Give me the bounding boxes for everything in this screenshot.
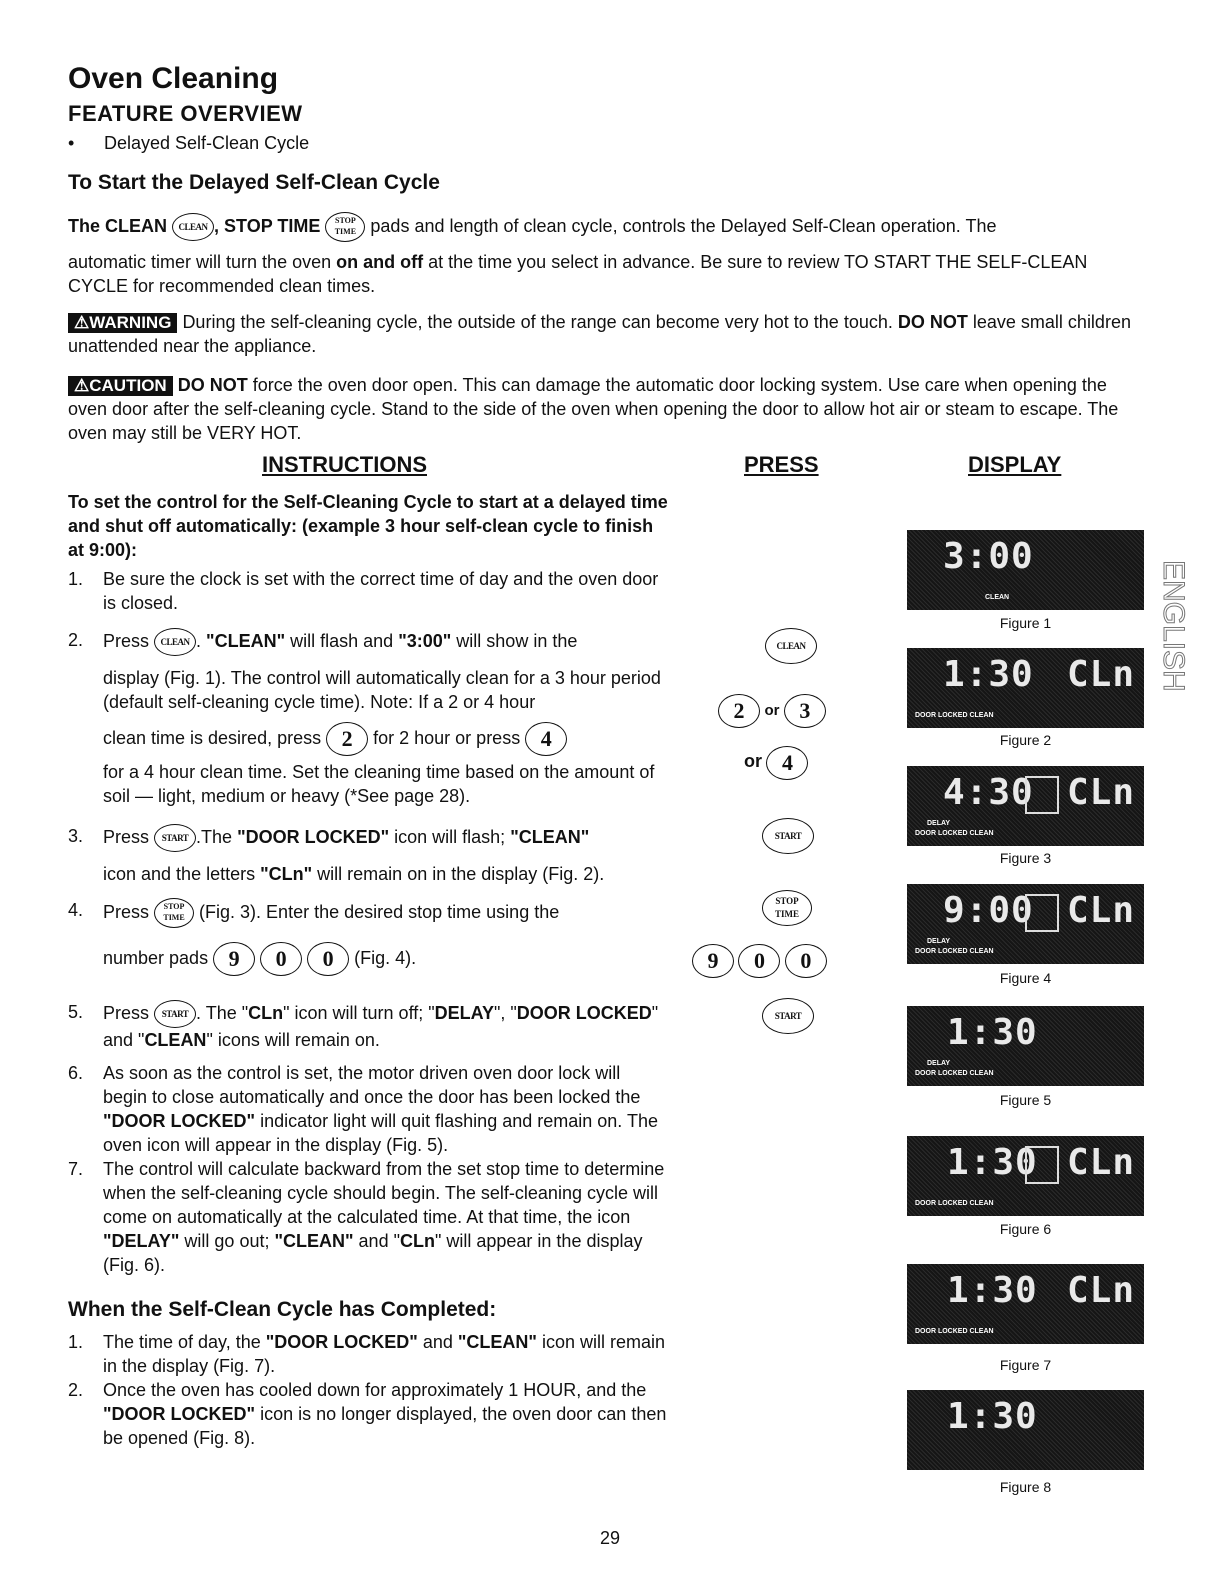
step-bold: "DOOR LOCKED" [103,1404,256,1424]
figure-caption: Figure 1 [999,615,1052,631]
pad-text: STOP [335,216,356,225]
step-text: indicator light will quit flashing and remain on. The oven icon will appear in the display (Fig. 5). [103,1111,658,1155]
step-text: and [417,1332,458,1352]
warning-badge [68,313,177,333]
display-figure-5 [907,1006,1144,1086]
display-cln: CLn [1067,1270,1136,1311]
step-2 [68,628,668,808]
indicator-door-locked-clean: DOOR LOCKED CLEAN [915,1070,994,1077]
step-text: Press [103,630,150,651]
step-7 [68,1157,668,1277]
step-bold: "CLn" [260,864,313,884]
step-text: will remain on in the display (Fig. 2). [312,864,605,884]
step-number: 7. [68,1159,84,1179]
step-bold: CLn [399,1231,435,1251]
figure-caption: Figure 5 [999,1092,1052,1108]
step-bold: "3:00" [398,630,452,651]
pad-4-icon: 4 [525,722,567,756]
paragraph-bold: on and off [336,252,424,272]
step-text: Be sure the clock is set with the correct time of day and the oven door is closed. [103,569,659,613]
pad-0-icon: 0 [785,944,827,978]
indicator-door-locked-clean: DOOR LOCKED CLEAN [915,1328,994,1335]
figure-caption: Figure 2 [999,732,1052,748]
display-figure-7 [907,1264,1144,1344]
step-4 [68,898,668,976]
caution-text: force the oven door open. This can damage the automatic door locking system. Use care when opening the oven door after the self-cleaning cycle. Stand to the side of the oven when opening the door to allow hot air or steam to escape. The oven may still be VERY HOT. [68,375,1119,443]
display-cln: CLn [1067,772,1136,813]
press-or-4 [744,746,808,780]
caution-bold: DO NOT [177,375,248,395]
clean-pad-icon: CLEAN [154,628,196,656]
display-figure-4 [907,884,1144,964]
display-figure-8 [907,1390,1144,1470]
step-text: As soon as the control is set, the motor driven oven door lock will begin to close automatically and once the door has been locked the [103,1063,641,1107]
caution-paragraph [68,373,1143,445]
pad-9-icon: 9 [692,944,734,978]
start-pad-icon: START [154,1000,196,1028]
step-bold: "DOOR LOCKED" [237,826,390,847]
oven-icon [1025,776,1059,814]
or-text: or [764,702,780,720]
figure-caption: Figure 6 [999,1221,1052,1237]
press-2-or-3 [718,694,826,728]
step-text: . [196,630,207,651]
warning-label: WARNING [89,313,172,332]
step-number: 6. [68,1063,84,1083]
step-text: Press [103,826,150,847]
step-bold: "CLEAN" [206,630,286,651]
step-text: . The " [196,1002,249,1023]
press-start-pad-icon: START [762,818,814,854]
step-bold: CLEAN [144,1030,207,1050]
step-text: (Fig. 4). [354,947,417,968]
step-text: for 2 hour or press [373,727,521,748]
display-cln: CLn [1067,1142,1136,1183]
clean-pad-icon: CLEAN [172,213,214,241]
step-5 [68,1000,668,1052]
oven-icon [1025,894,1059,932]
stop-time-pad-icon [154,898,194,928]
step-number: 5. [68,1002,84,1022]
completed-step-1 [68,1330,668,1378]
pad-4-icon: 4 [766,746,808,780]
stop-time-pad-icon [325,212,365,242]
indicator-clean: CLEAN [985,594,1010,601]
press-start-pad-icon: START [762,998,814,1034]
step-number: 1. [68,1332,84,1352]
display-cln: CLn [1067,890,1136,931]
step-text: will go out; [179,1231,275,1251]
step-1 [68,567,668,615]
step-text: icon will remain in the display (Fig. 7). [103,1332,665,1376]
section-heading-feature-overview: FEATURE OVERVIEW [68,101,303,126]
step-number: 4. [68,900,84,920]
warning-text: During the self-cleaning cycle, the outside of the range can become very hot to the touch. [182,312,893,332]
pad-3-icon: 3 [784,694,826,728]
step-text: Press [103,1002,150,1023]
step-text: and " [353,1231,400,1251]
indicator-door-locked-clean: DOOR LOCKED CLEAN [915,1200,994,1207]
warning-paragraph [68,310,1143,358]
paragraph-text: pads and length of clean cycle, controls the Delayed Self-Clean operation. The [370,215,997,236]
display-time: 1:30 [943,654,1034,695]
step-text: Press [103,901,150,922]
caution-label: CAUTION [89,376,167,395]
step-text: " and " [103,1002,659,1050]
pad-text: TIME [334,227,357,236]
figure-caption: Figure 8 [999,1479,1052,1495]
display-cln: CLn [1067,654,1136,695]
step-text: " icons will remain on. [206,1030,380,1050]
pad-0-icon: 0 [738,944,780,978]
stop-time-label: , STOP TIME [214,215,321,236]
display-figure-2 [907,648,1144,728]
pad-9-icon: 9 [213,942,255,976]
instructions-intro: To set the control for the Self-Cleaning Cycle to start at a delayed time and shut off automatically: (example 3 hour self-clean cycle to finish at 9:00): [68,492,668,560]
pad-text: STOP [775,896,799,906]
display-time: 4:30 [943,772,1034,813]
step-text: " will appear in the display (Fig. 6). [103,1231,643,1275]
or-text: or [744,751,762,772]
step-bold: DELAY [434,1002,494,1023]
bullet-text: Delayed Self-Clean Cycle [104,133,310,153]
pad-text: STOP [163,902,185,911]
side-tab-text: ENGLISH [1157,560,1190,692]
warning-bold: DO NOT [897,312,968,332]
indicator-door-locked-clean: DOOR LOCKED CLEAN [915,948,994,955]
step-text: for a 4 hour clean time. Set the cleaning time based on the amount of soil — light, medium or heavy (*See page 28). [103,762,655,806]
caution-triangle-icon: ⚠ [74,376,90,395]
step-text: .The [196,826,238,847]
indicator-door-locked-clean: DOOR LOCKED CLEAN [915,830,994,837]
pad-text: TIME [163,913,185,922]
section-heading-completed: When the Self-Clean Cycle has Completed: [68,1298,497,1321]
step-bold: "CLEAN" [274,1231,354,1251]
step-text: display (Fig. 1). The control will automatically clean for a 3 hour period (default self-cleaning cycle time). Note: If a 2 or 4 hour [103,668,661,712]
display-figure-1 [907,530,1144,610]
step-text: icon will flash; [389,826,511,847]
pad-text: TIME [774,909,799,919]
pad-2-icon: 2 [718,694,760,728]
start-pad-icon: START [154,824,196,852]
press-stop-time-pad-icon [762,890,812,926]
figure-caption: Figure 4 [999,970,1052,986]
step-bold: CLn [248,1002,284,1023]
step-bold: "DELAY" [103,1231,180,1251]
completed-step-2 [68,1378,668,1450]
display-figure-6 [907,1136,1144,1216]
caution-badge [68,376,173,396]
step-text: number pads [103,947,209,968]
step-text: (Fig. 3). Enter the desired stop time using the [199,901,560,922]
step-bold: "DOOR LOCKED" [103,1111,256,1131]
step-text: " icon will turn off; " [283,1002,435,1023]
step-text: The control will calculate backward from the set stop time to determine when the self-cleaning cycle should begin. The self-cleaning cycle will come on automatically at the calculated time. At that time, the icon [103,1159,665,1227]
indicator-delay: DELAY [927,938,951,945]
column-heading-press: PRESS [744,452,819,477]
display-time: 1:30 [947,1270,1038,1311]
side-tab-english [1152,560,1192,720]
display-time: 1:30 [947,1396,1038,1437]
pad-2-icon: 2 [326,722,368,756]
step-number: 3. [68,826,84,846]
step-number: 2. [68,630,84,650]
indicator-delay: DELAY [927,820,951,827]
display-time: 3:00 [943,536,1034,577]
column-heading-display: DISPLAY [968,452,1062,477]
intro-paragraph [68,212,1143,298]
page-number: 29 [599,1528,621,1548]
oven-icon [1025,1146,1059,1184]
paragraph-text: automatic timer will turn the oven [68,252,332,272]
column-heading-instructions: INSTRUCTIONS [262,452,427,477]
step-number: 1. [68,569,84,589]
indicator-delay: DELAY [927,1060,951,1067]
section-heading-start-delayed: To Start the Delayed Self-Clean Cycle [68,171,440,194]
warning-triangle-icon: ⚠ [74,313,90,332]
pad-0-icon: 0 [260,942,302,976]
press-9-0-0 [692,944,827,978]
step-bold: "DOOR LOCKED" [265,1332,418,1352]
pad-0-icon: 0 [307,942,349,976]
step-6 [68,1061,668,1157]
figure-caption: Figure 7 [999,1357,1052,1373]
display-time: 1:30 [947,1142,1038,1183]
press-clean-pad-icon: CLEAN [765,628,817,664]
paragraph-text: at the time you select in advance. Be sure to review TO START THE SELF-CLEAN CYCLE for recommended clean times. [68,252,1088,296]
step-text: icon is no longer displayed, the oven door can then be opened (Fig. 8). [103,1404,667,1448]
step-number: 2. [68,1380,84,1400]
warning-text: leave small children unattended near the appliance. [68,312,1131,356]
step-text: Once the oven has cooled down for approximately 1 HOUR, and the [103,1380,647,1400]
step-text: will flash and [285,630,399,651]
step-bold: "CLEAN" [510,826,590,847]
step-text: icon and the letters [103,864,261,884]
step-text: ", " [494,1002,517,1023]
indicator-door-locked-clean: DOOR LOCKED CLEAN [915,712,994,719]
figure-caption: Figure 3 [999,850,1052,866]
step-text: will show in the [451,630,578,651]
display-time: 9:00 [943,890,1034,931]
step-3 [68,824,668,886]
display-figure-3 [907,766,1144,846]
step-text: The time of day, the [103,1332,266,1352]
bullet-item: • Delayed Self-Clean Cycle [68,133,310,153]
step-text: clean time is desired, press [103,727,322,748]
display-time: 1:30 [947,1012,1038,1053]
step-bold: "CLEAN" [457,1332,537,1352]
clean-label: The CLEAN [68,215,167,236]
step-bold: DOOR LOCKED [516,1002,652,1023]
page-title: Oven Cleaning [68,62,279,95]
